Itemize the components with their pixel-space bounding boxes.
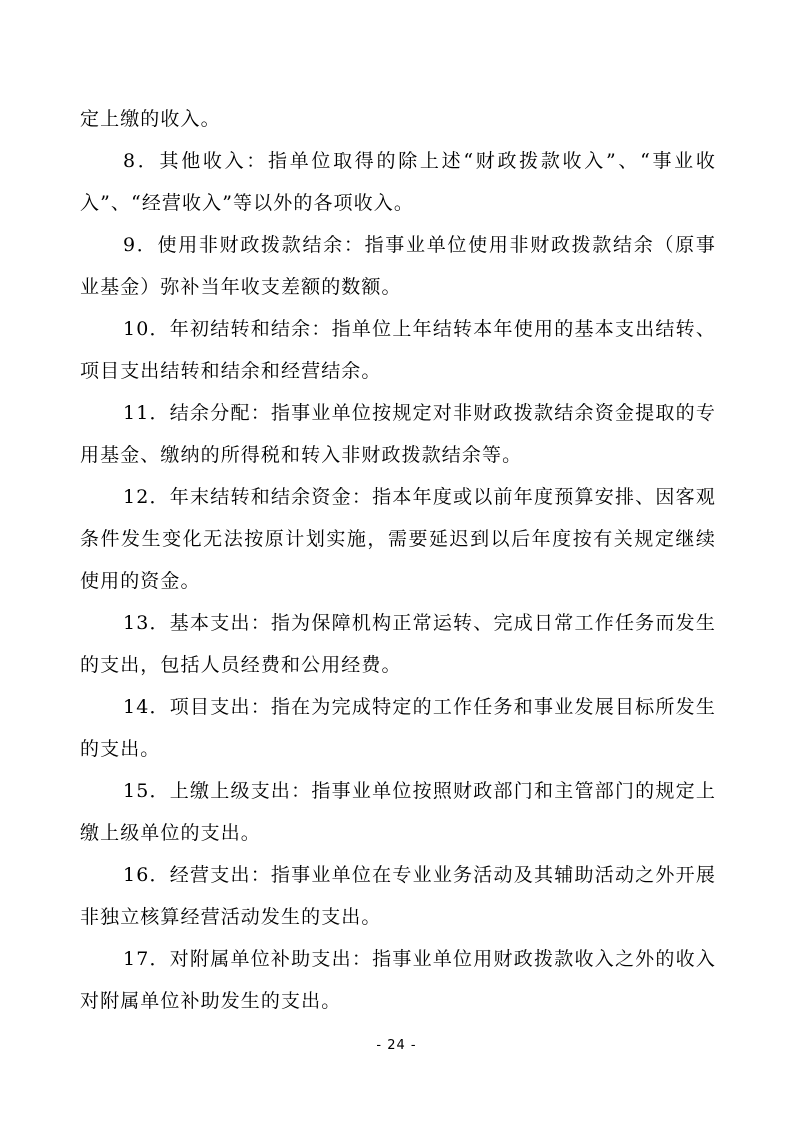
definition-item-16: 16．经营支出：指事业单位在专业业务活动及其辅助活动之外开展非独立核算经营活动发生的支出。 bbox=[80, 864, 716, 928]
continuation-paragraph: 定上缴的收入。 bbox=[80, 108, 221, 130]
definition-item-14: 14．项目支出：指在为完成特定的工作任务和事业发展目标所发生的支出。 bbox=[80, 696, 716, 760]
body-text bbox=[80, 98, 716, 1022]
definition-item-17: 17．对附属单位补助支出：指事业单位用财政拨款收入之外的收入对附属单位补助发生的支出。 bbox=[80, 948, 716, 1012]
page-number: - 24 - bbox=[376, 1038, 417, 1053]
definition-item-11: 11．结余分配：指事业单位按规定对非财政拨款结余资金提取的专用基金、缴纳的所得税和转入非财政拨款结余等。 bbox=[80, 402, 716, 466]
definition-item-12: 12．年末结转和结余资金：指本年度或以前年度预算安排、因客观条件发生变化无法按原计划实施，需要延迟到以后年度按有关规定继续使用的资金。 bbox=[80, 486, 716, 592]
definition-item-15: 15．上缴上级支出：指事业单位按照财政部门和主管部门的规定上缴上级单位的支出。 bbox=[80, 780, 716, 844]
definition-item-8: 8．其他收入：指单位取得的除上述“财政拨款收入”、“事业收入”、“经营收入”等以外的各项收入。 bbox=[80, 150, 716, 214]
definition-item-9: 9．使用非财政拨款结余：指事业单位使用非财政拨款结余（原事业基金）弥补当年收支差额的数额。 bbox=[80, 234, 716, 298]
definition-item-10: 10．年初结转和结余：指单位上年结转本年使用的基本支出结转、项目支出结转和结余和经营结余。 bbox=[80, 318, 716, 382]
definition-item-13: 13．基本支出：指为保障机构正常运转、完成日常工作任务而发生的支出，包括人员经费和公用经费。 bbox=[80, 612, 716, 676]
